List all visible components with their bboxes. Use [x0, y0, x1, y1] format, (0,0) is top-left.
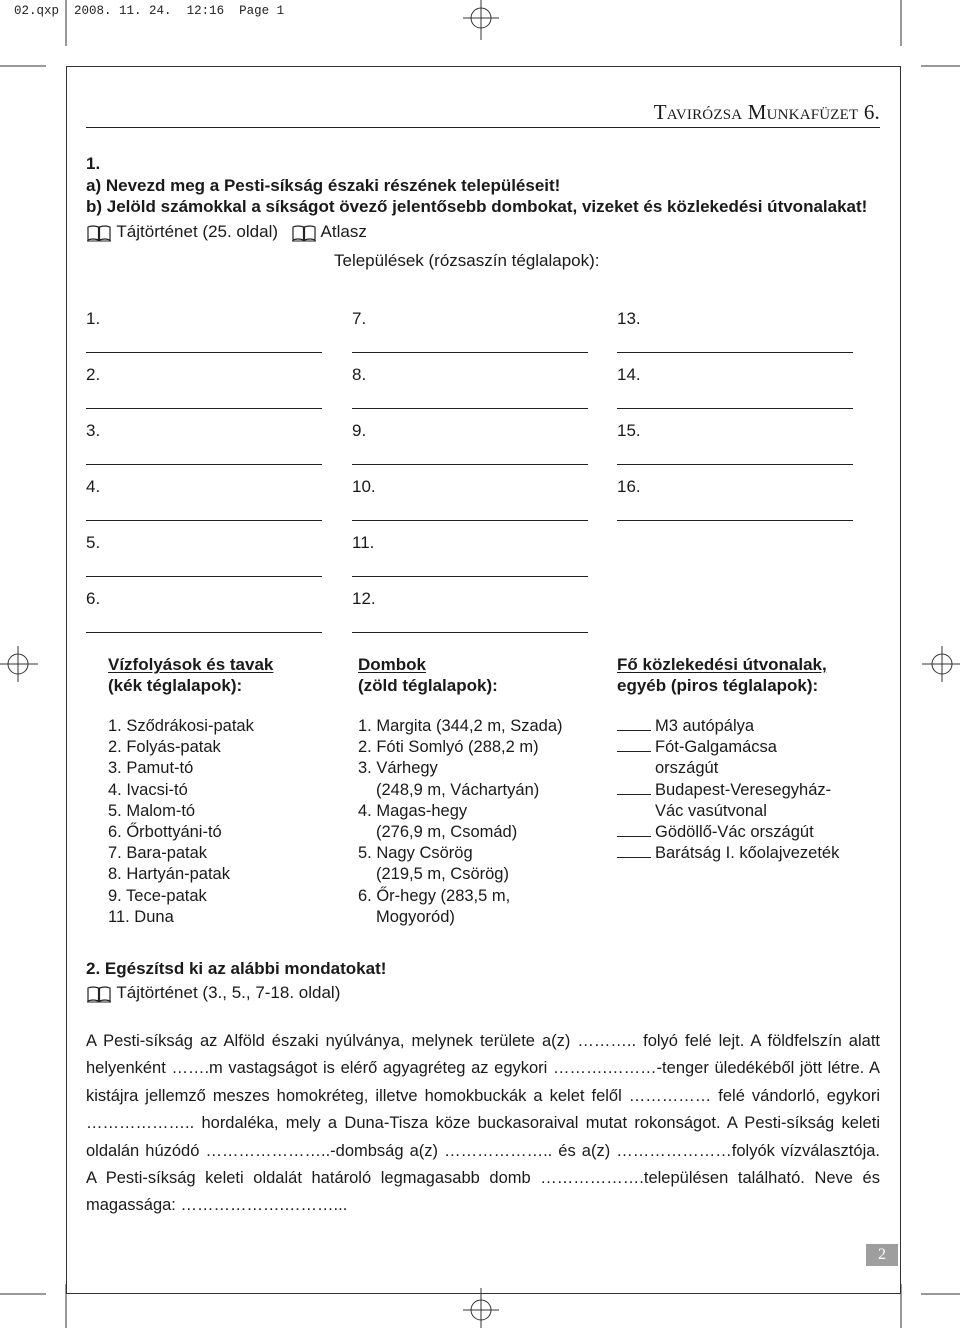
list-item — [358, 822, 563, 843]
list-item-text: 1. Sződrákosi-patak — [108, 717, 254, 735]
settlement-answer-line[interactable] — [86, 352, 322, 353]
slug-time: 12:16 — [186, 4, 225, 18]
task1-number: 1. — [86, 154, 101, 173]
settlement-label: 9. — [352, 421, 367, 440]
task2-title: 2. Egészítsd ki az alábbi mondatokat! — [86, 959, 387, 978]
list-item — [358, 907, 563, 928]
water-title: Vízfolyások és tavak — [108, 655, 274, 674]
task2-reference — [86, 982, 340, 1003]
list-item — [358, 716, 563, 737]
list-item-text: 3. Pamut-tó — [108, 759, 194, 778]
list-item — [358, 758, 563, 779]
routes-title: Fő közlekedési útvonalak, — [617, 655, 827, 674]
list-item — [617, 758, 839, 779]
settlement-answer-line[interactable] — [352, 520, 588, 521]
list-item — [617, 780, 839, 801]
settlement-label: 1. — [86, 309, 101, 328]
list-item-text: 11. Duna — [108, 907, 174, 926]
list-item-text: (276,9 m, Csomád) — [376, 823, 518, 842]
list-item-text: 5. Nagy Csörög — [358, 844, 473, 863]
list-item-text: 3. Várhegy — [358, 759, 438, 778]
settlement-label: 11. — [352, 533, 375, 552]
atlasz-reference: Atlasz — [320, 222, 367, 241]
list-item-text: 2. Fóti Somlyó (288,2 m) — [358, 738, 539, 757]
list-item-text: Mogyoród) — [376, 907, 455, 926]
settlement-answer-line[interactable] — [352, 464, 588, 465]
settlement-label: 14. — [617, 365, 641, 384]
list-item-text: 5. Malom-tó — [108, 801, 196, 820]
settlement-answer-line[interactable] — [617, 408, 853, 409]
settlement-label: 6. — [86, 589, 101, 608]
list-item — [617, 801, 839, 822]
list-item-text: (248,9 m, Váchartyán) — [376, 780, 540, 799]
task1-references — [86, 221, 367, 242]
settlement-label: 10. — [352, 477, 376, 496]
water-list — [108, 716, 273, 928]
settlement-answer-line[interactable] — [86, 576, 322, 577]
list-item — [358, 843, 563, 864]
settlement-label: 8. — [352, 365, 367, 384]
answer-blank[interactable] — [617, 824, 651, 837]
list-item-text: 6. Őr-hegy (283,5 m, — [358, 886, 511, 905]
list-item — [617, 716, 839, 737]
tajtortenet-reference: Tájtörténet (25. oldal) — [116, 222, 279, 241]
settlement-label: 7. — [352, 309, 367, 328]
book-icon — [86, 985, 112, 1003]
book-icon — [86, 224, 112, 242]
settlement-answer-line[interactable] — [617, 464, 853, 465]
hills-subtitle: (zöld téglalapok): — [358, 676, 498, 695]
list-item — [358, 801, 563, 822]
settlement-label: 15. — [617, 421, 641, 440]
answer-blank[interactable] — [617, 739, 651, 752]
settlement-answer-line[interactable] — [617, 352, 853, 353]
list-item — [617, 822, 839, 843]
header-divider — [86, 127, 880, 128]
list-item-text: 6. Őrbottyáni-tó — [108, 823, 222, 842]
fill-in-paragraph: A Pesti-síkság az Alföld északi nyúlványa, melynek területe a(z) ……….. folyó felé lejt. A földfelszín alatt helyenként …….m vastagságot is elérő agyagréteg az egykori ……….………-tenger üledékéből jött létre. A kistájra jellemző meszes homokréteg, illetve homokbuckák a kelet felől …………… felé vándorló, egykori ……………….. hordaléka, mely a Duna-Tisza köze buckasoraival mutat rokonságot. A Pesti-síkság keleti oldalán húzódó …………………..-dombság a(z) ……………….. és a(z) …………………folyók vízválasztója. A Pesti-síkság keleti oldalát határoló legmagasabb domb ……………….településen található. Neve és magassága: ……………….………... — [86, 1032, 880, 1215]
list-item-text: Vác vasútvonal — [655, 801, 767, 820]
slug-date: 2008. 11. 24. — [74, 4, 172, 18]
list-item-text: 1. Margita (344,2 m, Szada) — [358, 717, 563, 735]
routes-subtitle: egyéb (piros téglalapok): — [617, 676, 819, 695]
water-subtitle: (kék téglalapok): — [108, 676, 243, 695]
list-item-text: 7. Bara-patak — [108, 844, 208, 863]
list-item — [108, 758, 273, 779]
list-item-text: országút — [655, 759, 719, 778]
task1-question-a: a) Nevezd meg a Pesti-síkság északi részének településeit! — [86, 176, 561, 195]
list-item — [108, 716, 273, 737]
routes-list — [617, 716, 839, 864]
settlement-label: 2. — [86, 365, 101, 384]
answer-blank[interactable] — [617, 782, 651, 795]
list-item — [617, 843, 839, 864]
routes-column — [617, 654, 839, 864]
water-column — [108, 654, 273, 928]
list-item-text: 8. Hartyán-patak — [108, 865, 230, 884]
settlements-title: Települések (rózsaszín téglalapok): — [334, 251, 600, 270]
list-item-text: 2. Folyás-patak — [108, 738, 221, 757]
answer-blank[interactable] — [617, 718, 651, 731]
list-item-text: 9. Tece-patak — [108, 886, 207, 905]
list-item-text: Budapest-Veresegyház- — [655, 780, 832, 799]
settlement-label: 16. — [617, 477, 641, 496]
settlement-label: 4. — [86, 477, 101, 496]
list-item — [358, 864, 563, 885]
list-item — [358, 886, 563, 907]
list-item-text: Fót-Galgamácsa — [655, 738, 777, 757]
task2-reference-text: Tájtörténet (3., 5., 7-18. oldal) — [116, 983, 341, 1002]
list-item — [108, 780, 273, 801]
slug-file: 02.qxp — [14, 4, 60, 18]
settlement-label: 13. — [617, 309, 641, 328]
list-item — [108, 843, 273, 864]
list-item-text: Barátság I. kőolajvezeték — [655, 844, 840, 863]
answer-blank[interactable] — [617, 845, 651, 858]
list-item — [358, 737, 563, 758]
page-number: 2 — [866, 1244, 898, 1266]
settlement-answer-line[interactable] — [352, 352, 588, 353]
workbook-title: Tavirózsa Munkafüzet 6. — [653, 100, 880, 124]
settlement-answer-line[interactable] — [617, 520, 853, 521]
settlement-answer-line[interactable] — [352, 576, 588, 577]
list-item — [617, 737, 839, 758]
list-item — [108, 737, 273, 758]
book-icon — [291, 224, 317, 242]
task1-question-b: b) Jelöld számokkal a síkságot övező jelentősebb dombokat, vizeket és közlekedési útvonalakat! — [86, 197, 868, 216]
hills-title: Dombok — [358, 655, 426, 674]
hills-list — [358, 716, 563, 928]
list-item — [108, 864, 273, 885]
settlement-answer-line[interactable] — [86, 464, 322, 465]
list-item-text: 4. Magas-hegy — [358, 801, 468, 820]
list-item-text: Gödöllő-Vác országút — [655, 823, 814, 842]
settlement-answer-line[interactable] — [86, 520, 322, 521]
hills-column — [358, 654, 563, 928]
settlement-answer-line[interactable] — [352, 632, 588, 633]
settlement-label: 5. — [86, 533, 101, 552]
list-item-text: 4. Ivacsi-tó — [108, 780, 188, 799]
settlement-label: 12. — [352, 589, 376, 608]
settlement-answer-line[interactable] — [352, 408, 588, 409]
list-item — [358, 780, 563, 801]
list-item — [108, 907, 273, 928]
list-item-text: M3 autópálya — [655, 717, 755, 735]
list-item — [108, 801, 273, 822]
settlement-answer-line[interactable] — [86, 408, 322, 409]
list-item — [108, 822, 273, 843]
list-item-text: (219,5 m, Csörög) — [376, 865, 509, 884]
slug-page: Page 1 — [239, 4, 285, 18]
list-item — [108, 886, 273, 907]
settlement-answer-line[interactable] — [86, 632, 322, 633]
settlement-label: 3. — [86, 421, 101, 440]
